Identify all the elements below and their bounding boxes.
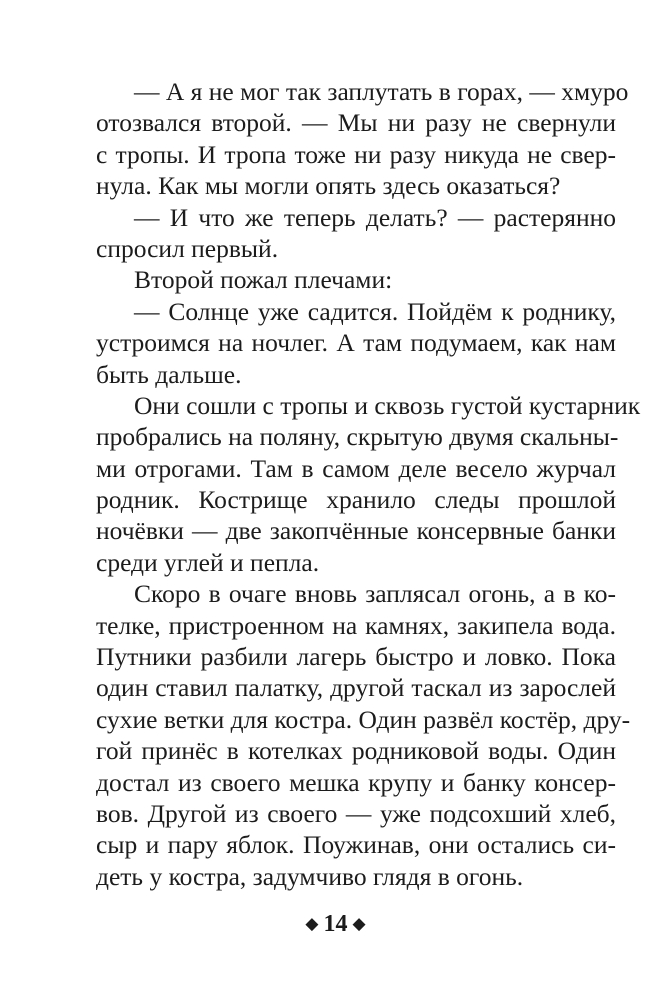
- text-line: — Солнце уже садится. Пойдём к роднику,: [134, 296, 616, 326]
- text-line: деть у костра, задумчиво глядя в огонь.: [96, 861, 524, 891]
- text-line: нула. Как мы могли опять здесь оказаться?: [96, 171, 561, 201]
- text-line: сыр и пару яблок. Поужинав, они остались си-: [96, 830, 616, 860]
- text-line: устроимся на ночлег. А там подумаем, как нам: [96, 328, 616, 358]
- text-line: — А я не мог так заплутать в горах, — хмуро: [134, 77, 629, 106]
- text-line: среди углей и пепла.: [96, 547, 320, 577]
- page-number-footer: [0, 911, 671, 938]
- text-line: Скоро в очаге вновь заплясал огонь, а в ко-: [134, 579, 616, 609]
- diamond-ornament-right: ◆: [352, 914, 366, 933]
- diamond-ornament-left: ◆: [305, 914, 319, 933]
- text-line: — И что же теперь делать? — растерянно: [134, 202, 616, 232]
- text-line: гой принёс в котелках родниковой воды. Один: [96, 736, 616, 766]
- page-number: 14: [323, 911, 348, 937]
- text-line: Путники разбили лагерь быстро и ловко. Пока: [96, 642, 616, 672]
- text-line: телке, пристроенном на камнях, закипела вода.: [96, 610, 616, 640]
- text-line: ночёвки — две закопчённые консервные банки: [96, 516, 616, 546]
- text-line: Они сошли с тропы и сквозь густой кустарник: [134, 390, 641, 420]
- text-line: быть дальше.: [96, 359, 242, 389]
- text-line: достал из своего мешка крупу и банку консер-: [96, 767, 616, 797]
- text-line: ми отрогами. Там в самом деле весело журчал: [96, 453, 616, 483]
- text-line: пробрались на поляну, скрытую двумя скальны-: [96, 422, 619, 452]
- text-line: Второй пожал плечами:: [134, 265, 393, 295]
- text-line: отозвался второй. — Мы ни разу не свернули: [96, 108, 616, 138]
- text-line: один ставил палатку, другой таскал из зарослей: [96, 673, 616, 703]
- text-line: сухие ветки для костра. Один развёл костёр, дру-: [96, 704, 631, 734]
- text-line: спросил первый.: [96, 233, 279, 263]
- body-text: [96, 76, 641, 892]
- text-line: родник. Кострище хранило следы прошлой: [96, 485, 616, 515]
- text-line: с тропы. И тропа тоже ни разу никуда не свер-: [96, 139, 616, 169]
- text-line: вов. Другой из своего — уже подсохший хлеб,: [96, 798, 616, 828]
